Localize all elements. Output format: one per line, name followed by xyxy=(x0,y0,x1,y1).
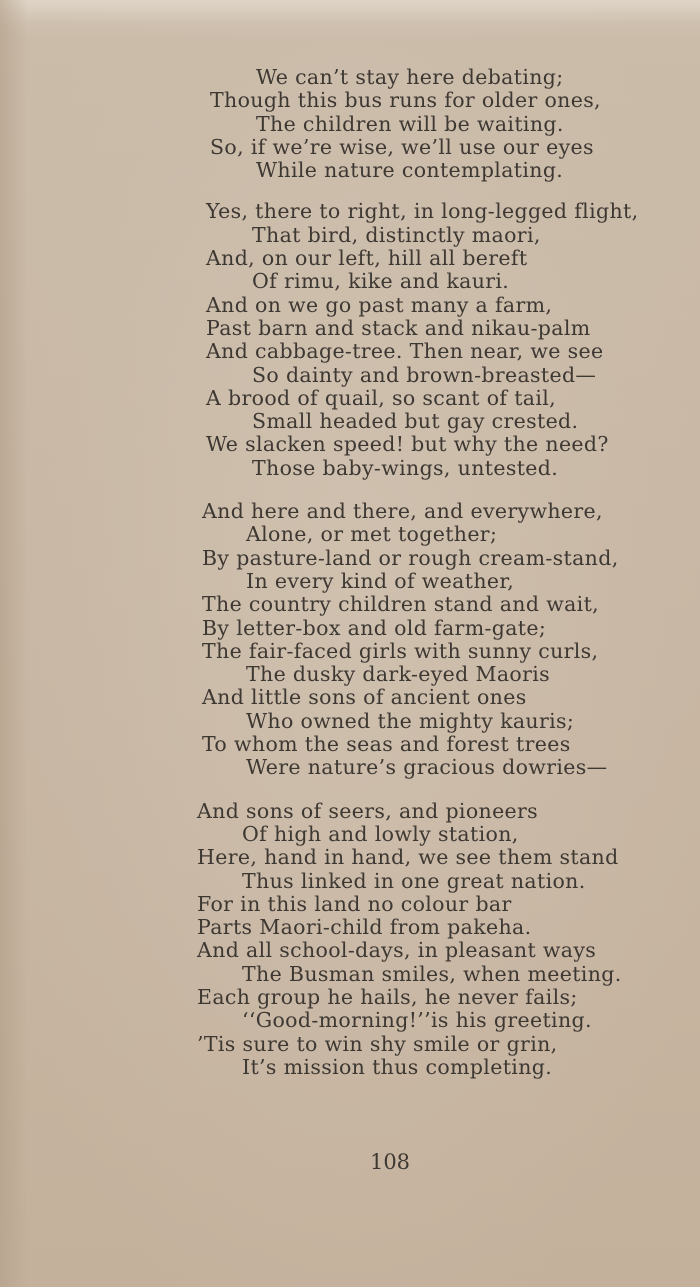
poem-line: And sons of seers, and pioneers xyxy=(197,798,539,823)
poem-line: We slacken speed! but why the need? xyxy=(206,432,609,457)
poem-line: By pasture-land or rough cream-stand, xyxy=(202,545,619,570)
poem-line: Who owned the mighty kauris; xyxy=(246,708,575,733)
poem-line: The country children stand and wait, xyxy=(202,592,600,617)
poem-line: Were nature’s gracious dowries— xyxy=(246,755,608,780)
poem-line: And on we go past many a farm, xyxy=(206,292,553,317)
poem-line: The fair-faced girls with sunny curls, xyxy=(202,638,599,663)
poem-line: And all school-days, in pleasant ways xyxy=(197,938,597,963)
poem-line: It’s mission thus completing. xyxy=(242,1054,553,1079)
poem-line: ‘‘Good-morning!’’is his greeting. xyxy=(242,1008,592,1033)
poem-line: Past barn and stack and nikau-palm xyxy=(206,315,591,340)
poem-line: And little sons of ancient ones xyxy=(202,685,527,710)
poem-line: By letter-box and old farm-gate; xyxy=(202,615,547,640)
poem-line: ’Tis sure to win shy smile or grin, xyxy=(197,1031,558,1056)
poem-line: Yes, there to right, in long-legged flight, xyxy=(206,199,639,224)
poem-line: Though this bus runs for older ones, xyxy=(210,88,601,113)
poem-line: The children will be waiting. xyxy=(256,111,564,136)
poem-line: Each group he hails, he never fails; xyxy=(197,984,578,1009)
poem-line: A brood of quail, so scant of tail, xyxy=(206,385,557,410)
poem-line: Parts Maori-child from pakeha. xyxy=(197,915,532,940)
poem xyxy=(0,66,700,1079)
poem-line: And here and there, and everywhere, xyxy=(202,499,603,524)
poem-line: While nature contemplating. xyxy=(256,158,564,183)
poem-line: The dusky dark-eyed Maoris xyxy=(246,662,551,687)
poem-line: So dainty and brown-breasted— xyxy=(252,362,597,387)
stanza-3 xyxy=(0,500,700,780)
poem-line: Here, hand in hand, we see them stand xyxy=(197,845,619,870)
poem-line: Alone, or met together; xyxy=(246,522,498,547)
page-number: 108 xyxy=(369,1150,411,1174)
poem-line: And, on our left, hill all bereft xyxy=(206,246,528,271)
poem-line: For in this land no colour bar xyxy=(197,891,512,916)
poem-line: And cabbage-tree. Then near, we see xyxy=(206,339,604,364)
stanza-1 xyxy=(0,66,700,182)
poem-line: So, if we’re wise, we’ll use our eyes xyxy=(210,134,594,159)
poem-line: We can’t stay here debating; xyxy=(256,65,564,89)
poem-line: Of rimu, kike and kauri. xyxy=(252,269,510,294)
poem-line: To whom the seas and forest trees xyxy=(202,732,571,757)
poem-line: Thus linked in one great nation. xyxy=(242,868,586,893)
poem-line: Small headed but gay crested. xyxy=(252,409,579,434)
poem-line: Those baby-wings, untested. xyxy=(252,455,559,480)
stanza-2 xyxy=(0,200,700,480)
poem-line: That bird, distinctly maori, xyxy=(252,222,541,247)
poem-line: Of high and lowly station, xyxy=(242,821,519,846)
poem-line: The Busman smiles, when meeting. xyxy=(242,961,622,986)
stanza-4 xyxy=(0,800,700,1080)
poem-line: In every kind of weather, xyxy=(246,568,515,593)
